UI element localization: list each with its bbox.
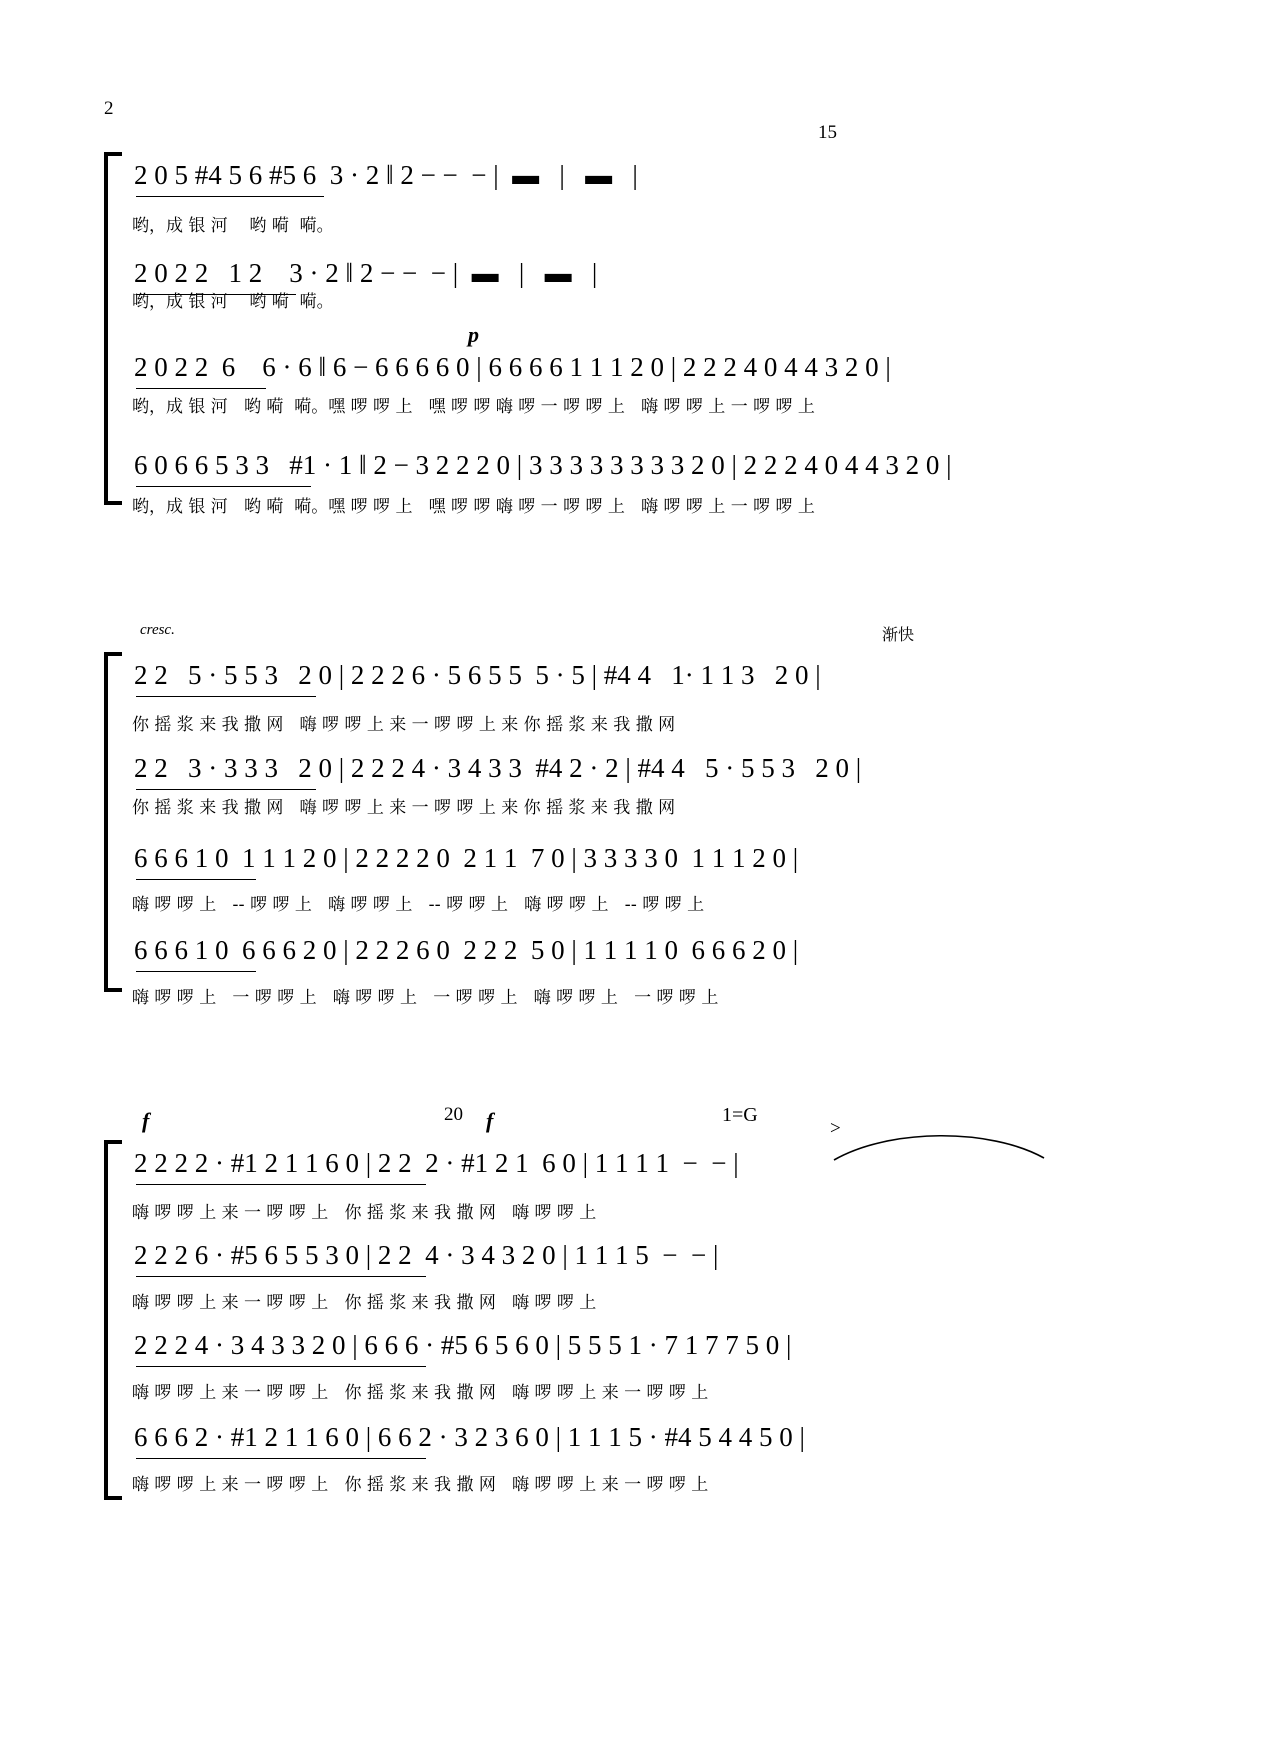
tempo-marking-accelerando: 渐快	[882, 625, 915, 644]
staff-bass-lyrics-1: 哟，成 银 河 哟 嗬 嗬。嘿 啰 啰 上 嘿 啰 啰 嗨 啰 一 啰 啰 上 嗨 啰 啰 上 一 啰 啰 上	[132, 497, 815, 517]
staff-soprano-lyrics-2: 你 摇 浆 来 我 撒 网 嗨 啰 啰 上 来 一 啰 啰 上 来 你 摇 浆 来 我 撒 网	[132, 715, 676, 735]
beam-line	[136, 1184, 426, 1185]
staff-soprano-music-1: 2 0 5 #4 5 6 #5 6 3 · 2 ‖ 2 − − − | ▬ | ▬ |	[134, 160, 638, 190]
beam-line	[136, 879, 256, 880]
staff-bass-lyrics-3: 嗨 啰 啰 上 来 一 啰 啰 上 你 摇 浆 来 我 撒 网 嗨 啰 啰 上 来 一 啰 啰 上	[132, 1475, 709, 1495]
staff-tenor-lyrics-2: 嗨 啰 啰 上 -- 啰 啰 上 嗨 啰 啰 上 -- 啰 啰 上 嗨 啰 啰 上 -- 啰 啰 上	[132, 895, 705, 915]
system-bracket-2	[104, 652, 122, 992]
beam-line	[136, 1276, 426, 1277]
staff-tenor-music-1: 2 0 2 2 6 6 · 6 ‖ 6 − 6 6 6 6 0 | 6 6 6 6 1 1 1 2 0 | 2 2 2 4 0 4 4 3 2 0 |	[134, 352, 891, 382]
beam-line	[136, 1458, 426, 1459]
staff-soprano-music-2: 2 2 5 · 5 5 3 2 0 | 2 2 2 6 · 5 6 5 5 5 · 5 | #4 4 1· 1 1 3 2 0 |	[134, 660, 821, 690]
measure-number-20: 20	[444, 1104, 463, 1125]
dynamic-f-mid: f	[486, 1108, 494, 1133]
staff-bass-lyrics-2: 嗨 啰 啰 上 一 啰 啰 上 嗨 啰 啰 上 一 啰 啰 上 嗨 啰 啰 上 一 啰 啰 上	[132, 988, 719, 1008]
staff-soprano-lyrics-1: 哟，成 银 河 哟 嗬 嗬。	[132, 216, 334, 236]
staff-bass-music-3: 6 6 6 2 · #1 2 1 1 6 0 | 6 6 2 · 3 2 3 6 0 | 1 1 1 5 · #4 5 4 4 5 0 |	[134, 1422, 805, 1452]
staff-tenor-music-2: 6 6 6 1 0 1 1 1 2 0 | 2 2 2 2 0 2 1 1 7 0 | 3 3 3 3 0 1 1 1 2 0 |	[134, 843, 799, 873]
staff-soprano-lyrics-3: 嗨 啰 啰 上 来 一 啰 啰 上 你 摇 浆 来 我 撒 网 嗨 啰 啰 上	[132, 1203, 597, 1223]
system-bracket-1	[104, 152, 122, 505]
staff-tenor-lyrics-3: 嗨 啰 啰 上 来 一 啰 啰 上 你 摇 浆 来 我 撒 网 嗨 啰 啰 上 来 一 啰 啰 上	[132, 1383, 709, 1403]
beam-line	[136, 789, 316, 790]
dynamic-p: p	[468, 322, 479, 347]
staff-soprano-music-3: 2 2 2 2 · #1 2 1 1 6 0 | 2 2 2 · #1 2 1 6 0 | 1 1 1 1 − − |	[134, 1148, 739, 1178]
staff-tenor-music-3: 2 2 2 4 · 3 4 3 3 2 0 | 6 6 6 · #5 6 5 6 0 | 5 5 5 1 · 7 1 7 7 5 0 |	[134, 1330, 792, 1360]
accent-mark: >	[830, 1118, 841, 1139]
dynamic-f-left: f	[142, 1108, 150, 1133]
staff-tenor-lyrics-1: 哟，成 银 河 哟 嗬 嗬。嘿 啰 啰 上 嘿 啰 啰 嗨 啰 一 啰 啰 上 嗨 啰 啰 上 一 啰 啰 上	[132, 397, 815, 417]
beam-line	[136, 971, 256, 972]
cresc-marking: cresc.	[140, 622, 175, 638]
staff-alto-lyrics-1: 哟，成 银 河 哟 嗬 嗬。	[132, 292, 334, 312]
staff-alto-music-2: 2 2 3 · 3 3 3 2 0 | 2 2 2 4 · 3 4 3 3 #4 2 · 2 | #4 4 5 · 5 5 3 2 0 |	[134, 753, 862, 783]
beam-line	[136, 388, 266, 389]
staff-alto-music-1: 2 0 2 2 1 2 3 · 2 ‖ 2 − − − | ▬ | ▬ |	[134, 258, 598, 288]
staff-alto-lyrics-2: 你 摇 浆 来 我 撒 网 嗨 啰 啰 上 来 一 啰 啰 上 来 你 摇 浆 来 我 撒 网	[132, 798, 676, 818]
beam-line	[136, 696, 316, 697]
slur-arc	[830, 1128, 1050, 1164]
beam-line	[136, 1366, 426, 1367]
page-number: 2	[104, 98, 114, 119]
key-signature: 1=G	[722, 1104, 758, 1126]
beam-line	[136, 486, 311, 487]
staff-bass-music-2: 6 6 6 1 0 6 6 6 2 0 | 2 2 2 6 0 2 2 2 5 0 | 1 1 1 1 0 6 6 6 2 0 |	[134, 935, 799, 965]
measure-number-15: 15	[818, 122, 837, 143]
staff-alto-music-3: 2 2 2 6 · #5 6 5 5 3 0 | 2 2 4 · 3 4 3 2 0 | 1 1 1 5 − − |	[134, 1240, 719, 1270]
beam-line	[136, 196, 324, 197]
staff-alto-lyrics-3: 嗨 啰 啰 上 来 一 啰 啰 上 你 摇 浆 来 我 撒 网 嗨 啰 啰 上	[132, 1293, 597, 1313]
system-bracket-3	[104, 1140, 122, 1500]
staff-bass-music-1: 6 0 6 6 5 3 3 #1 · 1 ‖ 2 − 3 2 2 2 0 | 3 3 3 3 3 3 3 3 2 0 | 2 2 2 4 0 4 4 3 2 0 |	[134, 450, 952, 480]
